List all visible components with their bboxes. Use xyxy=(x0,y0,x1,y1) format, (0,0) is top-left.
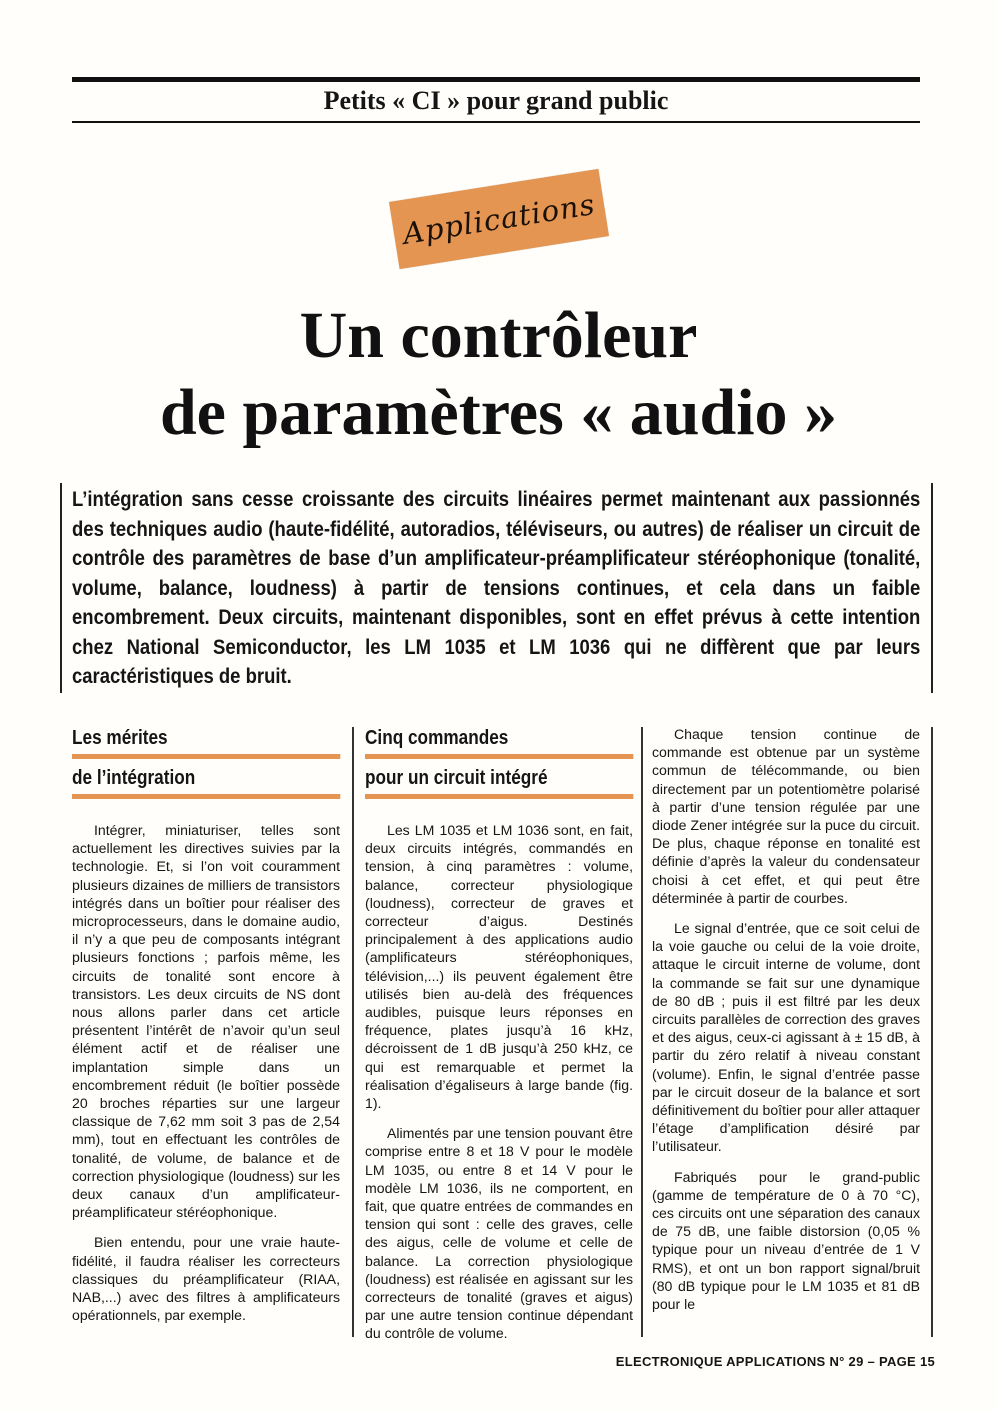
paragraph: Fabriqués pour le grand-public (gamme de température de 0 à 70 °C), ces circuits ont une séparation des canaux de 75 dB, une faible distorsion (0,05 % typique pour un niveau d’entrée de 1 V RMS), et ont un bon rapport signal/bruit (80 dB typique pour le LM 1035 et 81 dB pour le xyxy=(652,1168,920,1313)
intro-left-rule xyxy=(60,483,62,693)
header-rule-top xyxy=(72,77,920,82)
paragraph: Le signal d’entrée, que ce soit celui de la voie gauche ou celui de la voie droite, attaque le circuit interne de volume, dont la commande se fait sur une dynamique de 80 dB ; puis il est filtré par les deux circuits parallèles de correction des graves et des aigus, ceux-ci agissant à ± 15 dB, à partir du zéro relatif à niveau constant (volume). Enfin, le signal d’entrée passe par le circuit doseur de la balance et sort définitivement du boîtier pour aller attaquer l’étage d’amplification désiré par l’utilisateur. xyxy=(652,920,920,1155)
article-title-line1: Un contrôleur xyxy=(299,299,698,372)
applications-badge xyxy=(389,169,609,269)
article-intro: L’intégration sans cesse croissante des circuits linéaires permet maintenant aux passionnés des techniques audio (haute-fidélité, autoradios, téléviseurs, ou autres) de réaliser un circuit de contrôle des paramètres de base d’un amplificateur-préamplificateur stéréophonique (tonalité, volume, balance, loudness) à partir de tensions continues, et cela dans un faible encombrement. Deux circuits, maintenant disponibles, sont en effet prévus à cette intention chez National Semiconductor, les LM 1035 et LM 1036 qui ne diffèrent que par leurs caractéristiques de bruit. xyxy=(72,488,921,688)
subheading-line2: de l’intégration xyxy=(72,765,340,799)
page-footer: ELECTRONIQUE APPLICATIONS N° 29 – PAGE 15 xyxy=(615,1354,935,1369)
article-title xyxy=(60,297,937,451)
paragraph: Les LM 1035 et LM 1036 sont, en fait, deux circuits intégrés, commandés en tension, à cinq paramètres : volume, balance, correcteur physiologique (loudness), correcteur de graves et correcteur d’aigus. Destinés principalement à des applications audio (amplificateurs stéréophoniques, télévision,...) ils peuvent également être utilisés bien au-delà des fréquences audibles, puisque leurs réponses en fréquence, plates jusqu’à 16 kHz, décroissent de 1 dB jusqu’à 250 kHz, ce qui est remarquable et permet la réalisation d’égaliseurs à large bande (fig. 1). xyxy=(365,822,633,1112)
paragraph: Alimentés par une tension pouvant être comprise entre 8 et 18 V pour le modèle LM 1035, ou entre 8 et 14 V pour le modèle LM 1036, ils ne comportent, en fait, que quatre entrées de commandes en tension qui sont : celle des graves, celle des aigus, celle de volume et celle de balance. La correction physiologique (loudness) est réalisée en agissant sur les correcteurs de tonalité (graves et aigus) par une autre tension continue dépendant du contrôle de volume. xyxy=(365,1125,633,1342)
article-title-line2: de paramètres « audio » xyxy=(159,376,838,449)
intro-right-rule xyxy=(931,483,933,693)
paragraph: Bien entendu, pour une vraie haute-fidélité, il faudra réaliser les correcteurs classiques du préamplificateur (RIAA, NAB,...) avec des filtres à amplificateurs opérationnels, par exemple. xyxy=(72,1234,340,1324)
subheading-line1: Cinq commandes xyxy=(365,725,633,759)
column-divider-2 xyxy=(641,727,643,1337)
section-title: Petits « CI » pour grand public xyxy=(323,86,669,115)
paragraph: Chaque tension continue de commande est obtenue par un système commun de télécommande, ou bien directement par un potentiomètre polarisé à partir d’une tension régulée par une diode Zener intégrée sur la puce du circuit. De plus, chaque réponse en tonalité est définie d’après la valeur du condensateur choisi à cet effet, et qui peut être déterminée à partir de courbes. xyxy=(652,726,920,906)
subheading-line1: Les mérites xyxy=(72,725,340,759)
paragraph: Intégrer, miniaturiser, telles sont actuellement les directives suivies par la technologie. Et, si l’on voit couramment plusieurs dizaines de milliers de transistors intégrés dans un boîtier pour réaliser des microprocesseurs, dans le domaine audio, il n’y a que peu de composants intégrant plusieurs fonctions ; parfois même, les circuits de tonalité sont encore à transistors. Les deux circuits de NS dont nous allons parler dans cet article présentent l’intérêt de n’avoir qu’un seul élément actif et de réaliser une implantation simple dans un encombrement réduit (le boîtier possède 20 broches réparties sur une largeur classique de 7,62 mm soit 3 pas de 2,54 mm), tout en effectuant les contrôles de tonalité, de volume, de balance et de correction physiologique (loudness) sur les deux canaux d’un amplificateur-préamplificateur stéréophonique. xyxy=(72,822,340,1221)
column-3 xyxy=(652,725,920,1325)
badge-label: Applications xyxy=(400,187,598,251)
column-1 xyxy=(72,725,340,1336)
header-rule-bottom xyxy=(72,121,920,123)
column-divider-3 xyxy=(931,727,933,1337)
column-2 xyxy=(365,725,633,1355)
subheading-line2: pour un circuit intégré xyxy=(365,765,633,799)
column-divider-1 xyxy=(352,727,354,1337)
